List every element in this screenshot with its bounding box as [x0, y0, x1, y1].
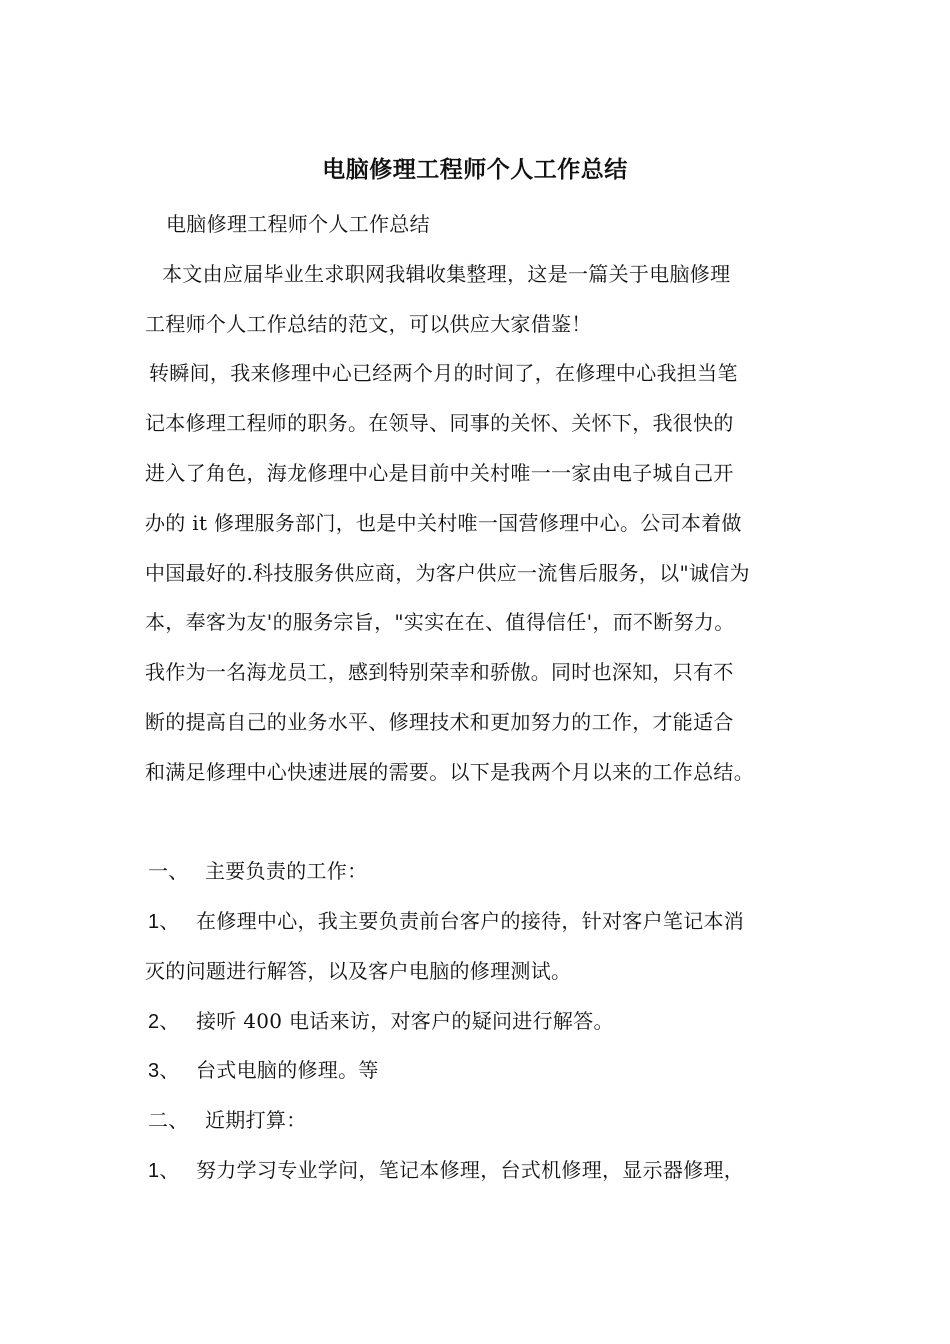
list-item: [148, 905, 744, 938]
list-item-text: 努力学习专业学问，笔记本修理，台式机修理，显示器修理，: [196, 1158, 745, 1182]
body-line: 记本修理工程师的职务。在领导、同事的关怀、关怀下，我很快的: [145, 411, 734, 435]
list-marker: 2、: [148, 1011, 180, 1033]
section-marker: 二、: [148, 1110, 189, 1132]
list-item: [148, 1054, 379, 1087]
body-line: 断的提高自己的业务水平、修理技术和更加努力的工作，才能适合: [145, 710, 734, 734]
list-marker: 3、: [148, 1060, 180, 1082]
list-marker: 1、: [148, 1160, 180, 1182]
body-line: 转瞬间，我来修理中心已经两个月的时间了，在修理中心我担当笔: [149, 361, 738, 385]
document-subtitle: 电脑修理工程师个人工作总结: [166, 212, 430, 236]
list-item-continuation: 灭的问题进行解答，以及客户电脑的修理测试。: [145, 959, 572, 983]
list-marker: 1、: [148, 911, 180, 933]
list-item-text: 台式电脑的修理。等: [196, 1058, 379, 1082]
intro-line: 工程师个人工作总结的范文，可以供应大家借鉴！: [145, 312, 592, 336]
body-line: 和满足修理中心快速进展的需要。以下是我两个月以来的工作总结。: [145, 760, 754, 784]
section-heading-text: 主要负责的工作：: [205, 859, 368, 883]
list-item-text: 在修理中心，我主要负责前台客户的接待，针对客户笔记本消: [196, 909, 745, 933]
section-heading: [148, 855, 367, 888]
body-line: 中国最好的.科技服务供应商，为客户供应一流售后服务，以"诚信为: [145, 561, 750, 585]
body-line: 我作为一名海龙员工，感到特别荣幸和骄傲。同时也深知，只有不: [145, 660, 734, 684]
list-item-text: 接听 400 电话来访，对客户的疑问进行解答。: [196, 1009, 614, 1033]
section-heading-text: 近期打算：: [205, 1108, 307, 1132]
section-heading: [148, 1104, 307, 1137]
intro-line: 本文由应届毕业生求职网我辑收集整理，这是一篇关于电脑修理: [162, 262, 731, 286]
body-line: 本，奉客为友'的服务宗旨，"实实在在、值得信任'，而不断努力。: [145, 610, 735, 634]
list-item: [148, 1154, 744, 1187]
document-title: 电脑修理工程师个人工作总结: [322, 156, 628, 183]
body-line: 办的 it 修理服务部门，也是中关村唯一国营修理中心。公司本着做: [145, 511, 742, 535]
list-item: [148, 1005, 614, 1038]
section-marker: 一、: [148, 861, 189, 883]
body-line: 进入了角色，海龙修理中心是目前中关村唯一一家由电子城自己开: [145, 461, 734, 485]
